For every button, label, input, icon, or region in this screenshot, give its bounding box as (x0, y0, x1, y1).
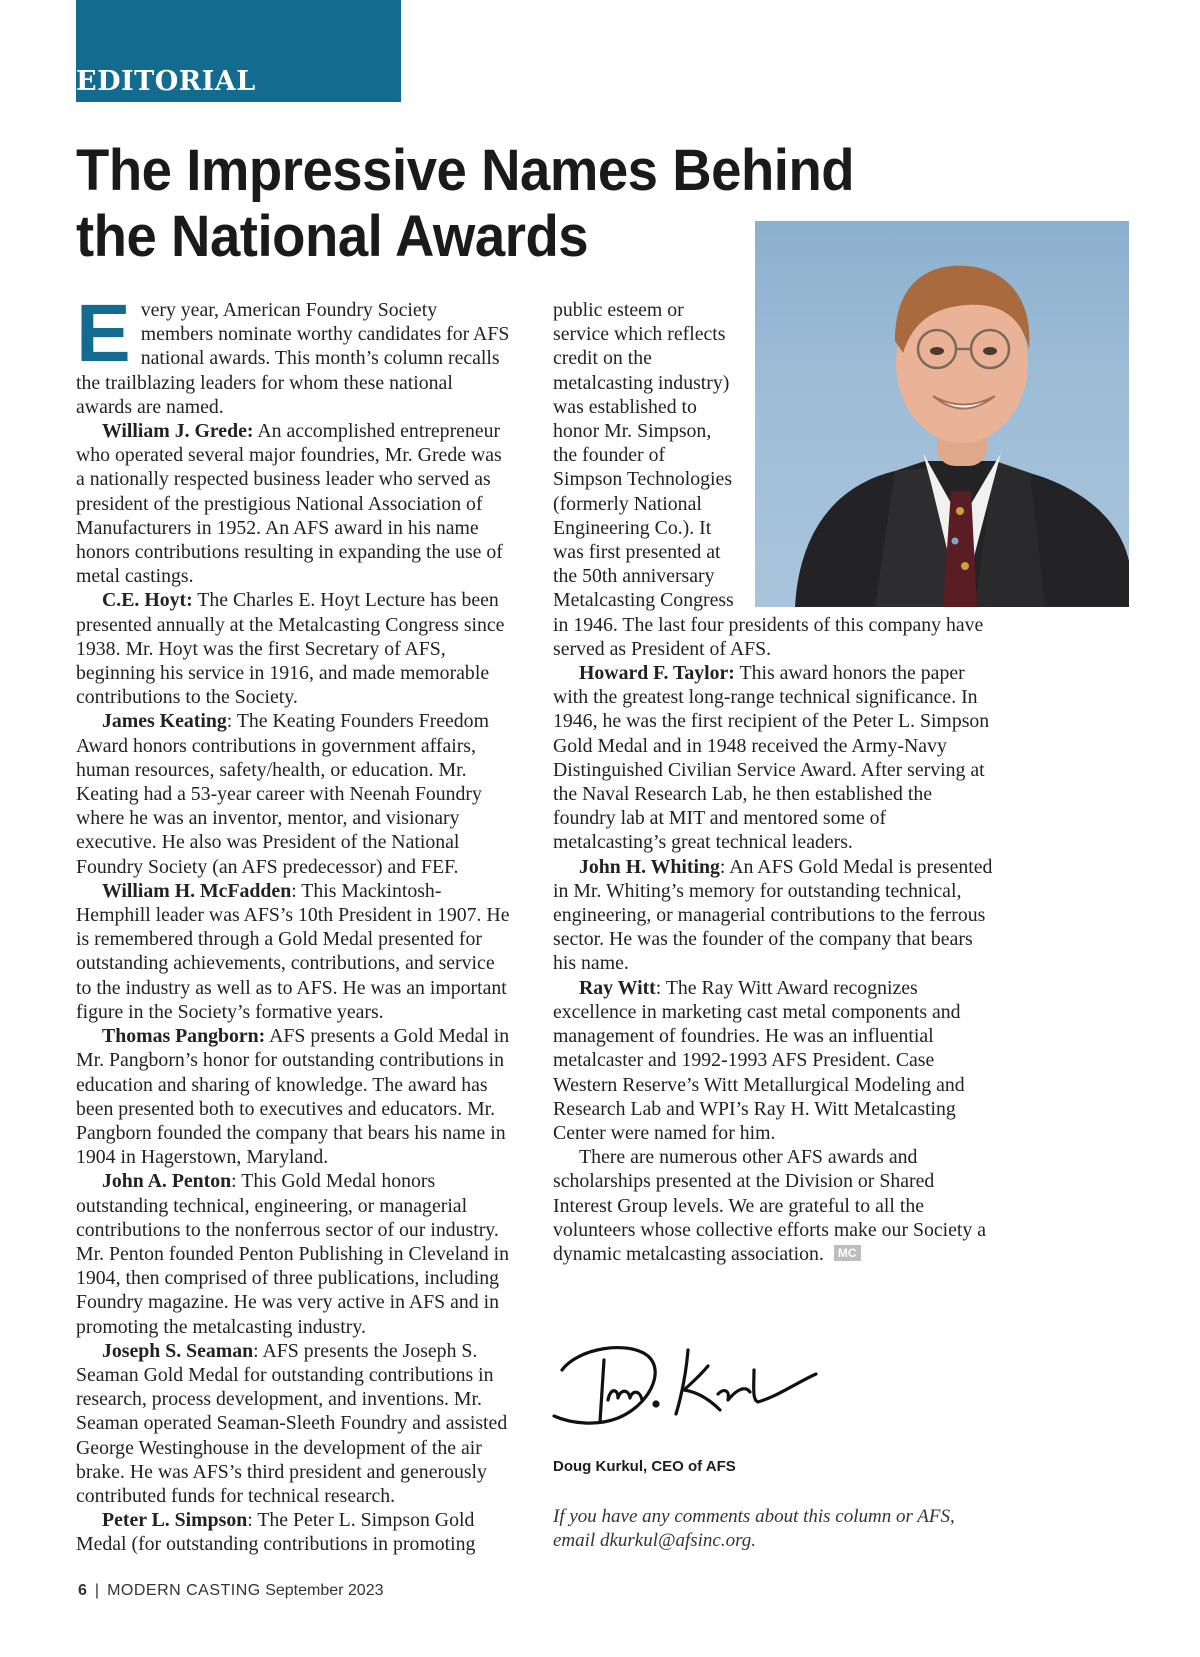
closing-paragraph (553, 1145, 998, 1266)
honoree-text: An accomplished entrepreneur who operated several major foundries, Mr. Grede was a nationally respected business leader who served as president of the prestigious National Association of Manufacturers in 1952. An AFS award in his name honors contributions resulting in expanding the use of metal castings. (76, 420, 503, 588)
award-entry (76, 588, 512, 709)
award-entry (76, 879, 512, 1024)
article-column-right (553, 298, 998, 1266)
honoree-name: Howard F. Taylor: (579, 662, 735, 685)
honoree-text: AFS presents a Gold Medal in Mr. Pangborn’s honor for outstanding contributions in education and sharing of knowledge. The award has been presented both to executives and educators. Mr. Pangborn founded the company that bears his name in 1904 in Hagerstown, Maryland. (76, 1025, 510, 1169)
drop-cap: E (76, 288, 131, 379)
intro-text: very year, American Foundry Society members nominate worthy candidates for AFS national awards. This month’s column recalls the trailblazing leaders for whom these national awards are named. (76, 299, 510, 418)
contact-note: If you have any comments about this column or AFS, email dkurkul@afsinc.org. (553, 1506, 955, 1551)
award-entry (76, 419, 512, 588)
magazine-name: MODERN CASTING (107, 1582, 261, 1599)
award-entry (553, 661, 998, 855)
page-footer (78, 1582, 384, 1600)
honoree-name: Peter L. Simpson (102, 1509, 248, 1532)
honoree-text: : An AFS Gold Medal is presented in Mr. Whiting’s memory for outstanding technical, engineering, or managerial contributions to the ferrous sector. He was the founder of the company that bears his name. (553, 855, 993, 975)
signature (548, 1330, 858, 1440)
section-label: EDITORIAL (76, 66, 256, 97)
honoree-text: This award honors the paper with the greatest long-range technical significance. In 1946, he was the first recipient of the Peter L. Simpson Gold Medal and in 1948 received the Army-Navy Distinguished Civilian Service Award. After serving at the Naval Research Lab, he then established the foundry lab at MIT and mentored some of metalcasting’s great technical leaders. (553, 662, 990, 854)
issue-date: September 2023 (265, 1582, 384, 1599)
award-entry (76, 1024, 512, 1169)
honoree-name: John A. Penton (102, 1170, 232, 1193)
continuation-paragraph: public esteem or service which reflects credit on the metalcasting industry) was established to honor Mr. Simpson, the founder of Simpson Technologies (formerly National Engineering Co.). It was first presented at the 50th anniversary Metalcasting Congress in 1946. The last four presidents of this company have served as President of AFS. (553, 299, 984, 660)
honoree-text: The Charles E. Hoyt Lecture has been presented annually at the Metalcasting Congress since 1938. Mr. Hoyt was the first Secretary of AFS, beginning his service in 1916, and made memorable contributions to the Society. (76, 589, 505, 709)
page-number: 6 (78, 1582, 87, 1599)
end-mark-badge: MC (834, 1245, 861, 1261)
honoree-text: : This Gold Medal honors outstanding technical, engineering, or managerial contributions to the nonferrous sector of our industry. Mr. Penton founded Penton Publishing in Cleveland in 1904, then comprised of three publications, including Foundry magazine. He was very active in AFS and in promoting the metalcasting industry. (76, 1170, 509, 1338)
page-title: The Impressive Names Behind the National Awards (76, 138, 855, 269)
award-entry (76, 1508, 512, 1556)
award-entry (553, 855, 998, 976)
honoree-name: John H. Whiting (579, 855, 720, 878)
signer-name: Doug Kurkul, CEO of AFS (553, 1458, 736, 1475)
award-entry (76, 1339, 512, 1508)
award-entry (76, 709, 512, 878)
article-column-left (76, 288, 512, 1557)
honoree-text: : AFS presents the Joseph S. Seaman Gold Medal for outstanding contributions in research, process development, and inventions. Mr. Seaman operated Seaman-Sleeth Foundry and assisted George Westinghouse in the development of the air brake. He was AFS’s third president and generously contributed funds for technical research. (76, 1339, 508, 1507)
honoree-name: Thomas Pangborn: (102, 1025, 266, 1048)
photo-wrap-space (738, 298, 998, 610)
honoree-text: : This Mackintosh-Hemphill leader was AFS’s 10th President in 1907. He is remembered through a Gold Medal presented for outstanding achievements, contributions, and service to the industry as well as to AFS. He was an important figure in the Society’s formative years. (76, 879, 510, 1023)
honoree-name: William J. Grede: (102, 420, 254, 443)
intro-paragraph (76, 288, 512, 419)
honoree-text: : The Peter L. Simpson Gold Medal (for outstanding contributions in promoting (76, 1509, 476, 1556)
honoree-name: Joseph S. Seaman (102, 1339, 254, 1362)
honoree-name: C.E. Hoyt: (102, 589, 193, 612)
award-entry (76, 1169, 512, 1338)
honoree-text: : The Ray Witt Award recognizes excellence in marketing cast metal components and management of foundries. He was an influential metalcaster and 1992-1993 AFS President. Case Western Reserve’s Witt Metallurgical Modeling and Research Lab and WPI’s Ray H. Witt Metalcasting Center were named for him. (553, 976, 965, 1144)
award-entry (553, 976, 998, 1145)
closing-text: There are numerous other AFS awards and scholarships presented at the Division or Shared Interest Group levels. We are grateful to all the volunteers whose collective efforts make our Society a dynamic metalcasting association. (553, 1146, 987, 1265)
honoree-name: William H. McFadden (102, 879, 292, 902)
honoree-name: Ray Witt (579, 976, 656, 999)
honoree-name: James Keating (102, 710, 227, 733)
honoree-text: : The Keating Founders Freedom Award honors contributions in government affairs, human resources, safety/health, or education. Mr. Keating had a 53-year career with Neenah Foundry where he was an inventor, mentor, and visionary executive. He also was President of the National Foundry Society (an AFS predecessor) and FEF. (76, 710, 489, 878)
footer-separator: | (94, 1582, 100, 1599)
